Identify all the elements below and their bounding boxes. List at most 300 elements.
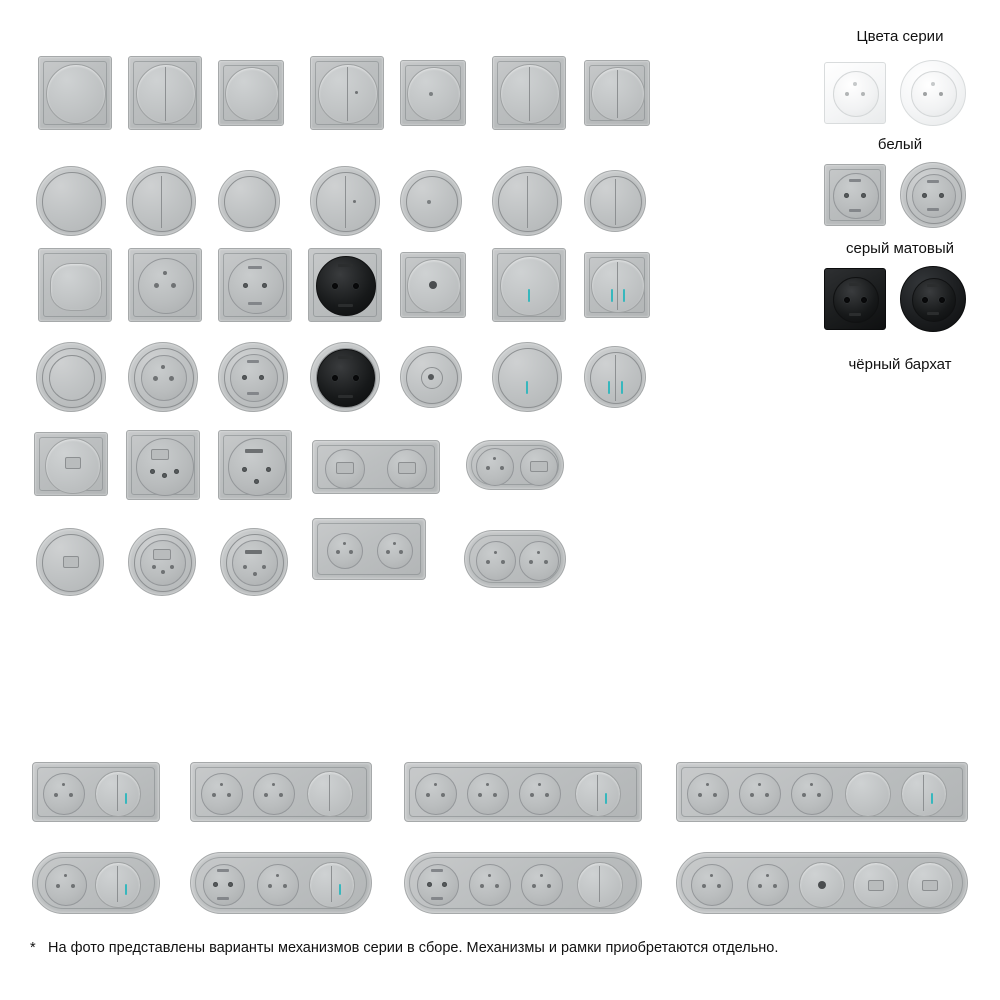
assembly-socket <box>257 864 299 906</box>
usb-port-icon <box>922 880 938 891</box>
socket-earth-pin <box>931 82 935 86</box>
socket-pin <box>861 193 866 198</box>
socket-pin <box>844 297 850 303</box>
socket-pin <box>56 884 60 888</box>
double-socket-pill <box>466 440 564 490</box>
socket-pin <box>922 193 927 198</box>
switch-1gang-round-small <box>218 170 280 232</box>
socket-earth-contact <box>927 180 939 183</box>
socket-face-grey <box>833 173 879 219</box>
socket-earth-contact <box>338 395 353 398</box>
key-divider <box>529 67 530 121</box>
switch-1gang-square-led <box>492 248 566 322</box>
socket-earth-contact <box>248 302 262 305</box>
data-socket-square <box>126 430 200 500</box>
key-divider <box>161 176 162 228</box>
socket-pin <box>170 565 174 569</box>
usb-charger-round <box>36 528 104 596</box>
socket-pin <box>150 469 155 474</box>
switch-1gang-round-light <box>400 170 462 232</box>
socket-pin <box>442 882 447 887</box>
assembly-socket <box>45 864 87 906</box>
socket-pin <box>242 375 247 380</box>
key-divider <box>347 67 348 121</box>
socket-pin <box>54 793 58 797</box>
socket-pin <box>500 466 504 470</box>
socket-earth-contact <box>338 264 353 267</box>
button-round <box>400 346 462 408</box>
key-divider <box>617 70 618 118</box>
plate-ring <box>498 348 558 408</box>
assembly-usb <box>853 862 899 908</box>
assembly-socket <box>519 773 561 815</box>
switch-2gang-square-led <box>584 252 650 318</box>
led-indicator <box>608 381 610 394</box>
socket-pin <box>262 565 266 569</box>
socket-earth-pin <box>163 271 167 275</box>
socket-pin <box>530 793 534 797</box>
socket-schuko-shutter-square <box>218 430 292 500</box>
key-divider <box>117 866 118 902</box>
socket-pin <box>545 793 549 797</box>
socket-pin <box>861 92 865 96</box>
socket-pin <box>939 92 943 96</box>
socket-pin <box>266 467 271 472</box>
key-divider <box>923 775 924 811</box>
socket-pin <box>279 793 283 797</box>
socket-earth-contact <box>338 356 353 359</box>
socket-earth-pin <box>62 783 65 786</box>
socket-face-french <box>138 258 194 314</box>
socket-schuko-shutter-round <box>220 528 288 596</box>
rocker-key <box>225 67 279 121</box>
socket-earth-contact <box>927 312 939 315</box>
plate-ring <box>498 172 558 232</box>
double-data-plate-square <box>312 440 440 494</box>
dimmer-knob <box>50 263 102 311</box>
swatch-label-grey: серый матовый <box>845 240 954 257</box>
socket-pin <box>758 884 762 888</box>
key-divider <box>527 176 528 228</box>
insert-face-right <box>520 448 558 486</box>
socket-earth-pin <box>343 542 346 545</box>
led-indicator <box>125 884 127 895</box>
led-indicator <box>621 381 623 394</box>
key-divider <box>599 866 600 902</box>
switch-2gang-round <box>126 166 196 236</box>
socket-earth-pin <box>706 783 709 786</box>
assembly-socket <box>469 864 511 906</box>
socket-pin <box>698 793 702 797</box>
socket-earth-contact <box>849 179 861 182</box>
socket-pin <box>486 466 490 470</box>
footnote-text: На фото представлены варианты механизмов серии в сборе. Механизмы и рамки приобретаются отдельно. <box>48 940 779 956</box>
socket-pin <box>501 560 505 564</box>
socket-earth-contact <box>927 208 939 211</box>
socket-pin <box>153 376 158 381</box>
insert-face-right <box>387 449 427 489</box>
switch-1gang-round-led <box>492 342 562 412</box>
socket-pin <box>228 882 233 887</box>
socket-earth-contact <box>245 550 262 554</box>
indicator-dot-icon <box>427 200 431 204</box>
socket-earth-contact <box>217 897 229 900</box>
assembly-socket <box>201 773 243 815</box>
push-button-icon <box>429 281 437 289</box>
footnote <box>30 938 970 958</box>
socket-pin <box>750 793 754 797</box>
marker-dot-icon <box>355 91 358 94</box>
assembly-switch <box>309 862 355 908</box>
key-divider <box>345 176 346 228</box>
socket-pin <box>169 376 174 381</box>
socket-earth-pin <box>853 82 857 86</box>
socket-pin <box>243 283 248 288</box>
push-button-icon <box>428 374 434 380</box>
led-indicator <box>125 793 127 804</box>
assembly-switch <box>95 771 141 817</box>
led-indicator <box>605 793 607 804</box>
colors-panel-title: Цвета серии <box>856 28 944 45</box>
rocker-key <box>46 64 106 124</box>
rj45-port-icon <box>398 462 416 474</box>
assembly-socket <box>791 773 833 815</box>
socket-face-white <box>833 71 879 117</box>
assembly-socket <box>687 773 729 815</box>
socket-pin <box>254 479 259 484</box>
led-indicator <box>931 793 933 804</box>
rj45-port-icon <box>151 449 169 460</box>
rocker-key <box>500 256 560 316</box>
assembly-3post-rect <box>190 762 372 822</box>
socket-pin <box>283 884 287 888</box>
socket-pin <box>353 283 359 289</box>
switch-1gang-square-light <box>400 60 466 126</box>
switch-1gang-round <box>36 166 106 236</box>
socket-pin <box>544 560 548 564</box>
socket-pin <box>71 884 75 888</box>
assembly-socket <box>747 864 789 906</box>
socket-earth-contact <box>338 304 353 307</box>
insert-face <box>228 438 286 496</box>
socket-earth-pin <box>220 783 223 786</box>
assembly-socket <box>417 864 459 906</box>
socket-pin <box>268 884 272 888</box>
switch-2gang-round-narrow <box>584 170 646 232</box>
socket-earth-pin <box>64 874 67 877</box>
assembly-4post-pill <box>404 852 642 914</box>
usb-port-icon <box>65 457 81 469</box>
socket-earth-contact <box>927 284 939 287</box>
plate-ring <box>590 352 642 404</box>
socket-face-schuko-black <box>316 256 376 316</box>
rj45-port-icon <box>530 461 548 472</box>
socket-earth-pin <box>393 542 396 545</box>
assembly-socket <box>739 773 781 815</box>
button-square <box>400 252 466 318</box>
socket-pin <box>802 793 806 797</box>
socket-face-black <box>833 277 879 323</box>
socket-pin <box>845 92 849 96</box>
socket-earth-pin <box>537 551 540 554</box>
key-divider <box>615 355 616 401</box>
socket-earth-pin <box>493 457 496 460</box>
insert-face-left <box>476 448 514 486</box>
socket-pin <box>493 793 497 797</box>
socket-earth-pin <box>710 874 713 877</box>
swatch-black-round <box>900 266 966 332</box>
plate-ring <box>406 176 458 228</box>
socket-earth-pin <box>538 783 541 786</box>
socket-pin <box>861 297 867 303</box>
socket-french-round <box>128 342 198 412</box>
footnote-marker: * <box>30 940 36 956</box>
socket-face-french <box>141 355 187 401</box>
socket-earth-pin <box>486 783 489 786</box>
socket-pin <box>529 560 533 564</box>
dimmer-round <box>36 342 106 412</box>
socket-pin <box>480 884 484 888</box>
rocker-key <box>318 64 378 124</box>
socket-french-square <box>128 248 202 322</box>
key-divider <box>165 67 166 121</box>
socket-pin <box>332 375 338 381</box>
socket-pin <box>69 793 73 797</box>
socket-pin <box>242 467 247 472</box>
switch-2gang-round-marked <box>310 166 380 236</box>
insert-face-right <box>377 533 413 569</box>
indicator-dot-icon <box>429 92 433 96</box>
socket-pin <box>213 882 218 887</box>
socket-earth-contact <box>849 283 861 286</box>
insert-face <box>232 540 278 586</box>
socket-schuko-round-black <box>310 342 380 412</box>
socket-earth-pin <box>758 783 761 786</box>
socket-earth-contact <box>431 869 443 872</box>
socket-pin <box>939 193 944 198</box>
socket-pin <box>227 793 231 797</box>
insert-face-left <box>327 533 363 569</box>
socket-earth-contact <box>849 313 861 316</box>
socket-earth-pin <box>540 874 543 877</box>
assembly-switch <box>95 862 141 908</box>
assembly-socket <box>521 864 563 906</box>
socket-earth-pin <box>161 365 165 369</box>
socket-pin <box>154 283 159 288</box>
plate-ring <box>132 172 192 232</box>
socket-face-grey <box>912 174 956 218</box>
assembly-usb <box>907 862 953 908</box>
switch-1gang-square <box>38 56 112 130</box>
socket-pin <box>332 283 338 289</box>
assembly-socket <box>253 773 295 815</box>
socket-pin <box>773 884 777 888</box>
rocker-key <box>591 259 645 313</box>
socket-pin <box>939 297 945 303</box>
socket-pin <box>336 550 340 554</box>
assembly-5post-pill <box>676 852 968 914</box>
assembly-3post-pill <box>190 852 372 914</box>
socket-pin <box>427 882 432 887</box>
plate-ring <box>42 172 102 232</box>
socket-pin <box>717 884 721 888</box>
usb-port-icon <box>868 880 884 891</box>
socket-pin <box>262 283 267 288</box>
socket-pin <box>547 884 551 888</box>
switch-2gang-round-led <box>584 346 646 408</box>
socket-pin <box>386 550 390 554</box>
socket-schuko-square <box>218 248 292 322</box>
socket-pin <box>426 793 430 797</box>
socket-pin <box>486 560 490 564</box>
swatch-grey-square <box>824 164 886 226</box>
push-button-icon <box>818 881 826 889</box>
double-socket-pill-round <box>464 530 566 588</box>
socket-face-schuko <box>228 258 284 314</box>
usb-charger-square <box>34 432 108 496</box>
swatch-white-square <box>824 62 886 124</box>
key-divider <box>617 262 618 310</box>
socket-pin <box>478 793 482 797</box>
socket-pin <box>212 793 216 797</box>
plate-ring <box>224 176 276 228</box>
dimmer-square <box>38 248 112 322</box>
rocker-key <box>407 67 461 121</box>
socket-earth-contact <box>245 449 263 453</box>
socket-pin <box>765 793 769 797</box>
socket-pin <box>844 193 849 198</box>
socket-earth-pin <box>766 874 769 877</box>
socket-earth-pin <box>494 551 497 554</box>
socket-pin <box>702 884 706 888</box>
socket-earth-contact <box>248 266 262 269</box>
switch-2gang-round-wide <box>492 166 562 236</box>
usb-port-icon <box>63 556 79 568</box>
socket-pin <box>161 570 165 574</box>
key-divider <box>597 775 598 811</box>
rocker-key <box>136 64 196 124</box>
assembly-socket <box>43 773 85 815</box>
switch-2gang-square-wide <box>492 56 566 130</box>
rocker-key <box>591 67 645 121</box>
colors-panel <box>820 28 980 45</box>
led-indicator <box>623 289 625 302</box>
plate-ring <box>316 172 376 232</box>
assembly-socket <box>415 773 457 815</box>
socket-earth-contact <box>849 209 861 212</box>
data-socket-round <box>128 528 196 596</box>
socket-pin <box>259 375 264 380</box>
key-divider <box>615 179 616 225</box>
assembly-switch <box>901 771 947 817</box>
socket-pin <box>922 297 928 303</box>
plate-ring <box>590 176 642 228</box>
assembly-5post-rect <box>676 762 968 822</box>
socket-face-schuko <box>230 354 278 402</box>
socket-face-white <box>911 71 957 117</box>
socket-face-black <box>912 278 956 322</box>
assembly-button <box>799 862 845 908</box>
assembly-socket <box>467 773 509 815</box>
swatch-label-white: белый <box>877 136 923 153</box>
double-socket-plate <box>312 518 426 580</box>
key-divider <box>117 775 118 811</box>
switch-1gang-square-small <box>218 60 284 126</box>
socket-earth-contact <box>247 392 259 395</box>
socket-pin <box>152 565 156 569</box>
assembly-2post-pill <box>32 852 160 914</box>
socket-earth-pin <box>488 874 491 877</box>
socket-pin <box>817 793 821 797</box>
swatch-grey-round <box>900 162 966 228</box>
assembly-switch <box>845 771 891 817</box>
swatch-white-round <box>900 60 966 126</box>
socket-earth-pin <box>272 783 275 786</box>
led-indicator <box>528 289 530 302</box>
swatch-black-square <box>824 268 886 330</box>
socket-schuko-square-black <box>308 248 382 322</box>
assembly-switch <box>577 862 623 908</box>
socket-earth-contact <box>217 869 229 872</box>
insert-face-right <box>519 541 559 581</box>
insert-face-left <box>476 541 516 581</box>
led-indicator <box>526 381 528 394</box>
led-indicator <box>611 289 613 302</box>
assembly-socket <box>203 864 245 906</box>
socket-pin <box>532 884 536 888</box>
switch-2gang-square <box>128 56 202 130</box>
dimmer-knob-ring <box>49 355 95 401</box>
rocker-key <box>500 64 560 124</box>
key-divider <box>331 866 332 902</box>
switch-2gang-square-narrow <box>584 60 650 126</box>
socket-pin <box>162 473 167 478</box>
socket-earth-contact <box>431 897 443 900</box>
socket-pin <box>713 793 717 797</box>
insert-face <box>136 438 194 496</box>
rj45-port-icon <box>153 549 171 560</box>
assembly-switch <box>575 771 621 817</box>
marker-dot-icon <box>353 200 356 203</box>
socket-pin <box>253 572 257 576</box>
socket-pin <box>399 550 403 554</box>
socket-earth-pin <box>810 783 813 786</box>
socket-earth-pin <box>276 874 279 877</box>
socket-earth-contact <box>247 360 259 363</box>
socket-pin <box>353 375 359 381</box>
socket-face-schuko-black <box>317 349 375 407</box>
socket-pin <box>441 793 445 797</box>
socket-pin <box>495 884 499 888</box>
assembly-switch <box>307 771 353 817</box>
socket-pin <box>264 793 268 797</box>
assembly-4post-rect <box>404 762 642 822</box>
key-divider <box>329 775 330 811</box>
socket-pin <box>174 469 179 474</box>
socket-schuko-round <box>218 342 288 412</box>
socket-earth-pin <box>434 783 437 786</box>
assembly-socket <box>691 864 733 906</box>
assembly-2post-rect <box>32 762 160 822</box>
swatch-label-black: чёрный бархат <box>848 356 952 373</box>
insert-face <box>140 540 186 586</box>
socket-pin <box>923 92 927 96</box>
switch-2gang-square-marked <box>310 56 384 130</box>
led-indicator <box>339 884 341 895</box>
socket-pin <box>243 565 247 569</box>
insert-face-left <box>325 449 365 489</box>
rj45-port-icon <box>336 462 354 474</box>
